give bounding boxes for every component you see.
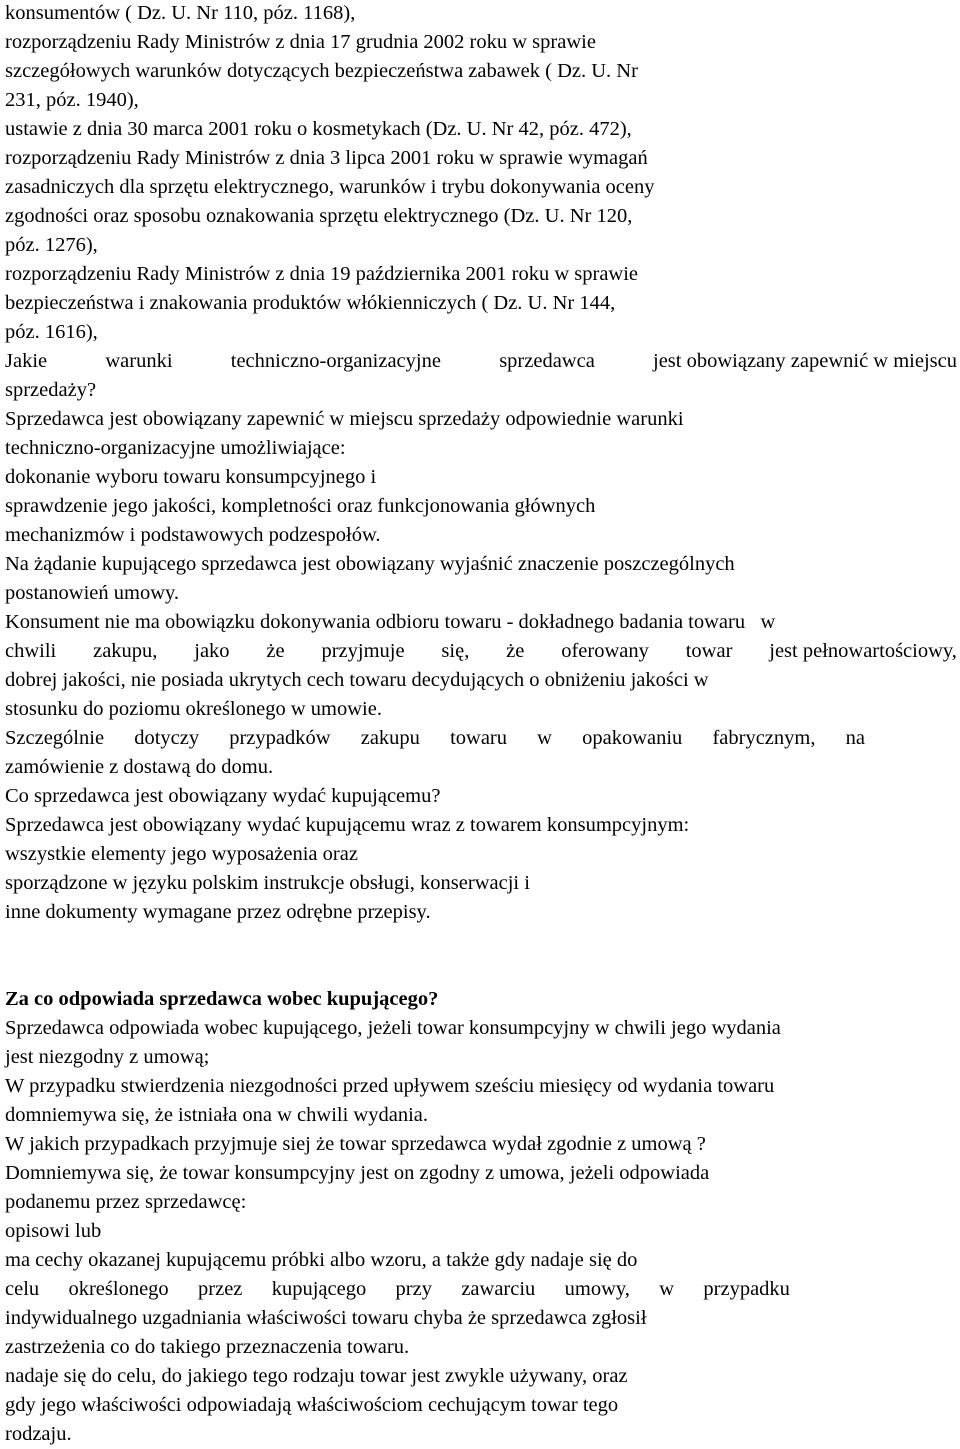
blank-line [5, 927, 957, 956]
word: chwili [5, 640, 57, 662]
word: umowy, [564, 1278, 630, 1300]
word: sprzedawca [499, 350, 595, 372]
word: przyjmuje [321, 640, 405, 662]
word: celu [5, 1278, 40, 1300]
document-page [5, 0, 957, 1449]
text-line: ustawie z dnia 30 marca 2001 roku o kosmetykach (Dz. U. Nr 42, póz. 472), [5, 118, 632, 140]
text-line: Konsument nie ma obowiązku dokonywania odbioru towaru - dokładnego badania towaru w [5, 611, 776, 633]
text-line: zasadniczych dla sprzętu elektrycznego, warunków i trybu dokonywania oceny [5, 176, 655, 198]
text-line: podanemu przez sprzedawcę: [5, 1191, 247, 1213]
text-line: domniemywa się, że istniała ona w chwili wydania. [5, 1104, 428, 1126]
text-line: rozporządzeniu Rady Ministrów z dnia 19 października 2001 roku w sprawie [5, 263, 639, 285]
text-line: sprawdzenie jego jakości, kompletności oraz funkcjonowania głównych [5, 495, 596, 517]
section-heading: Za co odpowiada sprzedawca wobec kupującego? [5, 988, 439, 1010]
text-line: opisowi lub [5, 1220, 102, 1242]
text-line: Sprzedawca jest obowiązany zapewnić w miejscu sprzedaży odpowiednie warunki [5, 408, 684, 430]
text-line: nadaje się do celu, do jakiego tego rodzaju towar jest zwykle używany, oraz [5, 1365, 628, 1387]
word: towar [685, 640, 733, 662]
word: fabrycznym, [712, 727, 816, 749]
text-line: konsumentów ( Dz. U. Nr 110, póz. 1168), [5, 2, 356, 24]
word: kupującego [271, 1278, 367, 1300]
text-line: indywidualnego uzgadniania właściwości towaru chyba że sprzedawca zgłosił [5, 1307, 647, 1329]
text-line: jest niezgodny z umową; [5, 1046, 210, 1068]
word: oferowany [561, 640, 649, 662]
justified-line [5, 637, 957, 666]
word: zawarciu [461, 1278, 536, 1300]
text-line: bezpieczeństwa i znakowania produktów włókienniczych ( Dz. U. Nr 144, [5, 292, 616, 314]
word: dotyczy [134, 727, 200, 749]
text-line: zastrzeżenia co do takiego przeznaczenia towaru. [5, 1336, 410, 1358]
text-line: rozporządzeniu Rady Ministrów z dnia 3 lipca 2001 roku w sprawie wymagań [5, 147, 648, 169]
word: przypadków [229, 727, 331, 749]
word: zakupu, [93, 640, 158, 662]
text-line: gdy jego właściwości odpowiadają właściwościom cechującym towar tego [5, 1394, 619, 1416]
word: Jakie [5, 350, 48, 372]
text-line: postanowień umowy. [5, 582, 180, 604]
text-line: rodzaju. [5, 1423, 72, 1445]
text-line: 231, póz. 1940), [5, 89, 139, 111]
word: warunki [105, 350, 173, 372]
text-line: Sprzedawca jest obowiązany wydać kupującemu wraz z towarem konsumpcyjnym: [5, 814, 690, 836]
word: na [845, 727, 865, 749]
word: Szczególnie [5, 727, 105, 749]
word: że [266, 640, 285, 662]
word: w [659, 1278, 675, 1300]
text-line: sprzedaży? [5, 379, 97, 401]
text-line: stosunku do poziomu określonego w umowie. [5, 698, 382, 720]
text-line: sporządzone w języku polskim instrukcje obsługi, konserwacji i [5, 872, 530, 894]
text-line: mechanizmów i podstawowych podzespołów. [5, 524, 381, 546]
blank-line [5, 956, 957, 985]
word: jest pełnowartościowy, [769, 640, 957, 662]
text-line: ma cechy okazanej kupującemu próbki albo wzoru, a także gdy nadaje się do [5, 1249, 638, 1271]
text-line: W przypadku stwierdzenia niezgodności przed upływem sześciu miesięcy od wydania towaru [5, 1075, 775, 1097]
word: przy [395, 1278, 432, 1300]
word: opakowaniu [582, 727, 683, 749]
word: się, [441, 640, 470, 662]
text-line: wszystkie elementy jego wyposażenia oraz [5, 843, 358, 865]
word: jest obowiązany zapewnić w miejscu [653, 350, 957, 372]
text-line: Na żądanie kupującego sprzedawca jest obowiązany wyjaśnić znaczenie poszczególnych [5, 553, 735, 575]
word: przez [198, 1278, 243, 1300]
text-line: szczegółowych warunków dotyczących bezpieczeństwa zabawek ( Dz. U. Nr [5, 60, 638, 82]
text-line: rozporządzeniu Rady Ministrów z dnia 17 grudnia 2002 roku w sprawie [5, 31, 596, 53]
text-line: Domniemywa się, że towar konsumpcyjny jest on zgodny z umowa, jeżeli odpowiada [5, 1162, 710, 1184]
text-line: dobrej jakości, nie posiada ukrytych cech towaru decydujących o obniżeniu jakości w [5, 669, 709, 691]
word: towaru [450, 727, 507, 749]
text-line: zgodności oraz sposobu oznakowania sprzętu elektrycznego (Dz. U. Nr 120, [5, 205, 633, 227]
text-line: techniczno-organizacyjne umożliwiające: [5, 437, 346, 459]
word: że [506, 640, 525, 662]
text-line: póz. 1616), [5, 321, 98, 343]
text-line: Co sprzedawca jest obowiązany wydać kupującemu? [5, 785, 441, 807]
text-line: dokonanie wyboru towaru konsumpcyjnego i [5, 466, 377, 488]
word: zakupu [360, 727, 420, 749]
word: jako [194, 640, 230, 662]
text-line: zamówienie z dostawą do domu. [5, 756, 274, 778]
word: w [537, 727, 552, 749]
word: techniczno-organizacyjne [230, 350, 441, 372]
text-line: inne dokumenty wymagane przez odrębne przepisy. [5, 901, 431, 923]
word: przypadku [703, 1278, 790, 1300]
justified-line [5, 724, 865, 753]
text-line: Sprzedawca odpowiada wobec kupującego, jeżeli towar konsumpcyjny w chwili jego wydania [5, 1017, 781, 1039]
text-line: W jakich przypadkach przyjmuje siej że towar sprzedawca wydał zgodnie z umową ? [5, 1133, 706, 1155]
word: określonego [68, 1278, 169, 1300]
question-conditions-line [5, 347, 957, 376]
justified-line [5, 1275, 790, 1304]
text-line: póz. 1276), [5, 234, 98, 256]
